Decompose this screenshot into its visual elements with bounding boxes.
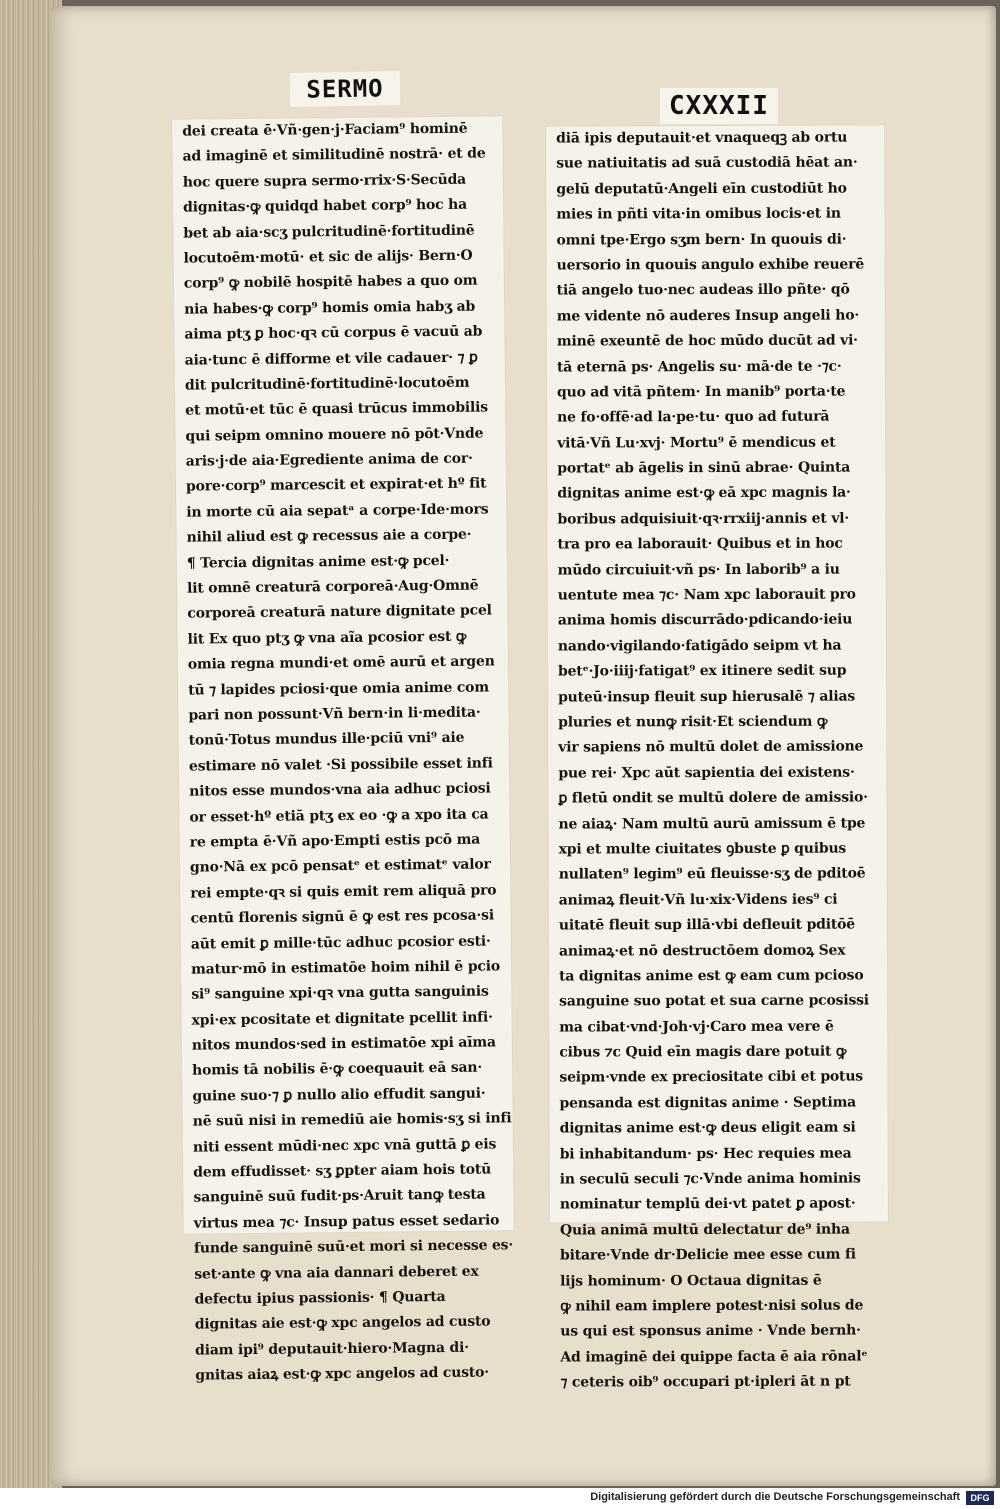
text-line: dem effudisset· sʒ ꝑpter aiam hois totū xyxy=(193,1161,492,1181)
text-line: nē suū nisi in remediū aie homis·sʒ si infi xyxy=(192,1110,512,1130)
text-line: tiā angelo tuo·nec audeas illo pñte· qō xyxy=(556,281,850,299)
text-line: pari non possunt·Vñ bern·in li·medita· xyxy=(188,704,481,724)
text-line: corporeā creaturā nature dignitate pcel xyxy=(187,602,492,623)
text-line: uitatē fleuit sup illā·vbi defleuit pditōē xyxy=(558,916,856,934)
text-line: betᵉ·Jo·iiij·fatigat⁹ ex itinere sedit sup xyxy=(557,662,847,680)
text-line: re empta ē·Vñ apo·Empti estis pcō ma xyxy=(189,831,481,851)
text-line: bi inhabitandum· ps· Hec requies mea xyxy=(559,1145,852,1163)
text-line: pore·corp⁹ marcescit et expirat·et hº fit xyxy=(185,475,487,496)
text-line: cibus ⁊c Quid eīn magis dare potuit ꝙ xyxy=(559,1043,847,1061)
text-line: uersorio in quouis angulo exhibe reuerē xyxy=(556,256,865,274)
text-line: diam ipi⁹ deputauit·hiero·Magna di· xyxy=(194,1339,469,1359)
text-line: sanguinē suū fudit·ps·Aruit tanꝙ testa xyxy=(193,1186,486,1207)
text-line: puteū·insup fleuit sup hierusalē ⁊ alias xyxy=(558,688,856,706)
text-line: funde sanguinē suū·et mori si necesse es· xyxy=(193,1237,514,1257)
text-line: tra pro ea laborauit· Quibus et in hoc xyxy=(557,535,843,553)
text-line: virtus mea ⁊c· Insup patus esset sedario xyxy=(193,1212,500,1232)
running-header-left: SERMO xyxy=(290,71,401,107)
text-line: me vidente nō auderes Insup angeli ho· xyxy=(556,307,860,325)
text-line: xpi et multe ciuitates ꝯbuste ꝑ quibus xyxy=(558,840,847,858)
text-line: dit pulcritudinē·fortitudinē·locutoēm xyxy=(184,374,470,394)
text-line: ꝙ nihil eam implere potest·nisi solus de xyxy=(560,1297,864,1315)
text-line: ¶ Tercia dignitas anime est·ꝙ pcel· xyxy=(186,552,450,572)
text-line: omni tpe·Ergo sʒm bern· In quouis di· xyxy=(556,231,847,249)
text-line: bet ab aia·scʒ pulcritudinē·fortitudinē xyxy=(183,222,475,242)
text-line: pue rei· Xpc aūt sapientia dei existens· xyxy=(558,764,855,782)
text-line: ta dignitas anime est ꝙ eam cum pcioso xyxy=(559,967,864,985)
text-line: minē exeuntē de hoc mūdo ducūt ad vi· xyxy=(556,332,858,350)
text-line: homis tā nobilis ē·ꝙ coequauit eā san· xyxy=(192,1060,483,1080)
text-line: aris·j·de aia·Egredientе anima de cor· xyxy=(185,450,473,470)
text-line: pluries et nunꝙ risit·Et sciendum ꝙ xyxy=(558,713,828,731)
text-line: ne fo·offē·ad la·pe·tu· quo ad futurā xyxy=(557,408,830,426)
text-line: or esset·hº etiā ptʒ ex eo ·ꝙ a xpo ita ca xyxy=(189,806,489,826)
text-line: hoc quere supra sermo·rrix·S·Secūda xyxy=(182,171,467,191)
text-line: set·ante ꝙ vna aia dannari deberet ex xyxy=(194,1263,479,1283)
text-line: aia·tunc ē difforme et vile cadauer· ⁊ ꝑ xyxy=(184,349,478,369)
text-line: Ad imaginē dei quippe facta ē aia rōnalᵉ xyxy=(560,1348,868,1366)
text-line: sue natiuitatis ad suā custodiā hēat an· xyxy=(556,154,858,172)
text-line: nullaten⁹ legim⁹ eū fleuisse·sʒ de pditoē xyxy=(558,865,866,883)
text-column-right xyxy=(546,125,888,1391)
text-line: nitos esse mundos·vna aia adhuc pciosi xyxy=(189,780,491,800)
text-line: gno·Nā ex pcō pensatᵉ et estimatᵉ valor xyxy=(189,856,491,876)
text-line: gelū deputatū·Angeli eīn custodiūt ho xyxy=(556,180,847,198)
text-line: aūt emit ꝑ mille·tūc adhuc pcosior esti· xyxy=(190,932,491,953)
text-line: omia regna mundi·et omē aurū et argen xyxy=(187,653,495,673)
text-line: ad imaginē et similitudinē nostrā· et de xyxy=(182,145,486,166)
text-line: portatᵉ ab āgelis in sinū abrae· Quinta xyxy=(557,459,851,477)
text-line: rei empte·qꝛ si quis emit rem aliquā pro xyxy=(190,882,497,902)
text-line: anima homis discurrādo·pdicando·ieiu xyxy=(557,611,853,629)
text-line: matur·mō in estimatōe hoim nihil ē pcio xyxy=(190,958,501,978)
text-line: nitos mundos·sed in estimatōe xpi aīma xyxy=(191,1034,496,1054)
text-line: locutoēm·motū· et sic de alijs· Bern·O xyxy=(183,247,473,267)
text-line: aima ptʒ ꝑ hoc·qꝛ cū corpus ē vacuū ab xyxy=(184,323,483,343)
text-line: quo ad vitā pñtem· In manib⁹ porta·te xyxy=(556,383,846,401)
text-line: xpi·ex pcositate et dignitate pcellit infi· xyxy=(191,1009,493,1029)
text-line: dei creata ē·Vñ·gen·j·Faciam⁹ hominē xyxy=(182,120,468,140)
text-line: ne aiaꝝ· Nam multū aurū amissum ē tpe xyxy=(558,815,866,833)
text-line: diā ipis deputauit·et vnaqueqꝫ ab ortu xyxy=(556,129,848,147)
text-line: Quia animā multū delectatur de⁹ inha xyxy=(559,1221,850,1239)
text-line: mūdo circuiuit·vñ ps· In laborib⁹ a iu xyxy=(557,561,840,579)
text-line: si⁹ sanguine xpi·qꝛ vna gutta sanguinis xyxy=(191,983,489,1003)
text-line: niti essent mūdi·nec xpc vnā guttā ꝑ eis xyxy=(192,1136,497,1156)
text-line: dignitas aie est·ꝙ xpc angelos ad custo xyxy=(194,1313,491,1333)
text-line: animaꝝ fleuit·Vñ lu·xix·Videns ies⁹ ci xyxy=(558,891,838,909)
text-line: tā eternā ps· Angelis su· mā·de te ·⁊c· xyxy=(556,358,842,376)
text-line: sanguine suo potat et sua carne pcosissi xyxy=(559,992,869,1010)
text-line: us qui est sponsus anime · Vnde bernh· xyxy=(560,1322,861,1340)
text-line: ⁊ ceteris oib⁹ occupari pt·ipleri āt n pt xyxy=(560,1373,851,1391)
text-line: ꝑ fletū ondit se multū dolere de amissio· xyxy=(558,789,868,807)
text-line: corp⁹ ꝙ nobilē hospitē habes a quo om xyxy=(183,272,478,292)
text-line: dignitas·ꝙ quidqd habet corp⁹ hoc ha xyxy=(183,196,468,216)
text-line: nia habes·ꝙ corp⁹ homis omia habʒ ab xyxy=(184,298,476,318)
text-column-left xyxy=(172,116,514,1384)
text-line: dignitas anime est·ꝙ deus eligit eam si xyxy=(559,1119,856,1137)
text-line: dignitas anime est·ꝙ eā xpc magnis la· xyxy=(557,485,851,503)
text-line: ma cibat·vnd·Joh·vj·Caro mea vere ē xyxy=(559,1018,834,1036)
text-line: nando·vigilando·fatigādo seipm vt ha xyxy=(557,637,842,655)
text-line: centū florenis signū ē ꝙ est res pcosa·si xyxy=(190,907,495,927)
text-line: in seculū seculi ⁊c·Vnde anima hominis xyxy=(559,1170,861,1188)
text-line: vitā·Vñ Lu·xvj· Mortu⁹ ē mendicus et xyxy=(557,434,836,452)
text-line: gnitas aiaꝝ est·ꝙ xpc angelos ad custo· xyxy=(195,1364,490,1384)
text-line: vir sapiens nō multū dolet de amissione xyxy=(558,738,864,756)
text-line: et motū·et tūc ē quasi trūcus immobilis xyxy=(185,399,488,419)
text-line: lijs hominum· O Octaua dignitas ē xyxy=(560,1272,822,1290)
text-line: lit omnē creaturā corporeā·Aug·Omnē xyxy=(187,577,479,597)
text-line: seipm·vnde ex preciositate cibi et potus xyxy=(559,1068,863,1087)
text-line: tonū·Totus mundus ille·pciū vni⁹ aie xyxy=(188,730,465,749)
text-line: defectu ipius passionis· ¶ Quarta xyxy=(194,1288,446,1308)
text-line: qui seipm omnino mouere nō pōt·Vnde xyxy=(185,425,484,445)
folio-number: CXXXII xyxy=(660,88,778,124)
text-line: pensanda est dignitas anime · Septima xyxy=(559,1094,857,1112)
text-line: tū ⁊ lapides pciosi·que omia anime com xyxy=(188,679,489,699)
text-line: lit Ex quo ptʒ ꝙ vna aĩa pcosior est ꝙ xyxy=(187,628,467,648)
text-line: guine suo·⁊ ꝑ nullo alio effudit sangui· xyxy=(192,1085,486,1105)
text-line: in morte cū aia sepatᵃ a corpe·Ide·mors xyxy=(186,501,489,521)
text-line: mies in pñti vita·in omibus locis·et in xyxy=(556,205,841,223)
text-line: nominatur templū dei·vt patet ꝑ apost· xyxy=(559,1195,856,1213)
text-line: boribus adquisiuit·qꝛ·rrxiij·annis et vl· xyxy=(557,510,850,528)
dfg-logo: DFG xyxy=(966,1491,994,1505)
text-line: animaꝝ·et nō destructōem domoꝝ Sex xyxy=(558,942,846,960)
text-line: estimare nō valet ·Si possibile esset infi xyxy=(188,755,493,775)
funding-credit: Digitalisierung gefördert durch die Deutsche Forschungsgemeinschaft xyxy=(590,1491,960,1503)
digitization-footer xyxy=(0,1488,1000,1509)
text-line: uentute mea ⁊c· Nam xpc laborauit pro xyxy=(557,586,856,604)
text-line: bitare·Vnde dr·Delicie mee esse cum fi xyxy=(560,1246,856,1264)
text-line: nihil aliud est ꝙ recessus aie a corpe· xyxy=(186,526,472,546)
